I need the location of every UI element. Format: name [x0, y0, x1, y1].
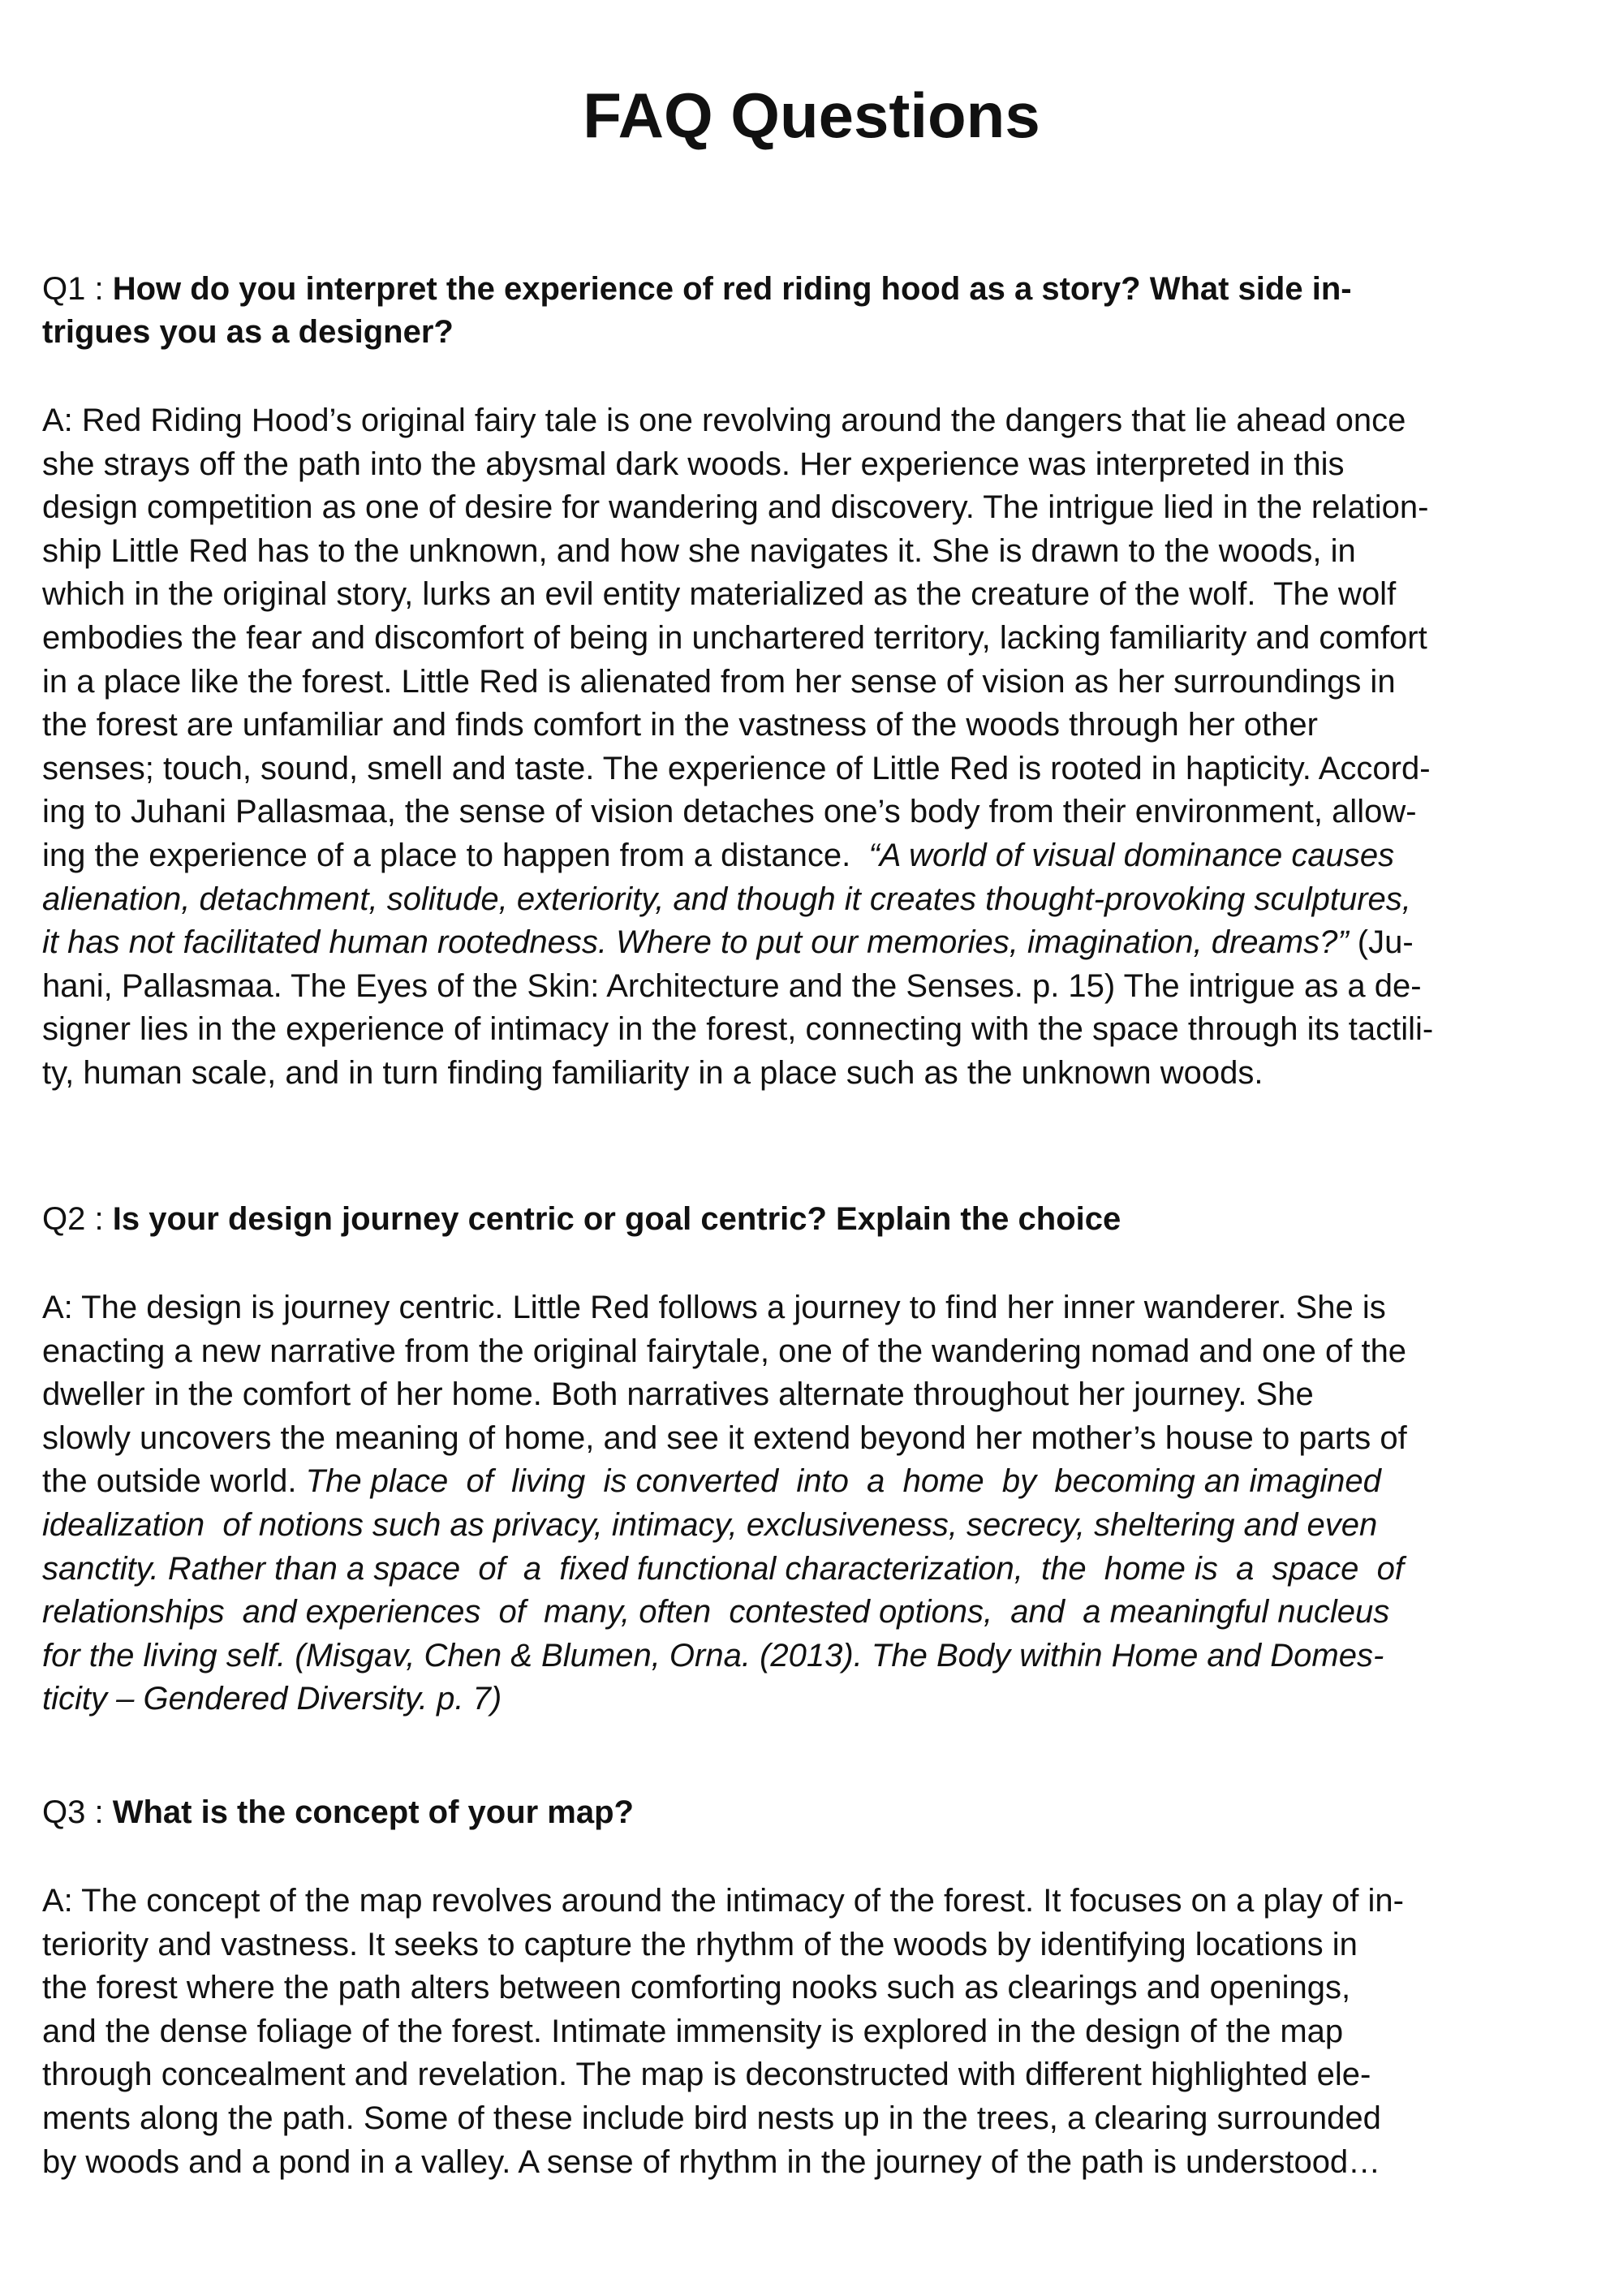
answer-line — [42, 617, 1584, 661]
answer-line — [42, 1678, 1584, 1721]
answer-text: ship Little Red has to the unknown, and how she navigates it. She is drawn to the woods, in — [42, 532, 1356, 569]
question-1-number: Q1 : — [42, 271, 104, 307]
answer-text: dweller in the comfort of her home. Both narratives alternate throughout her journey. She — [42, 1376, 1314, 1413]
answer-text: A: The design is journey centric. Little Red follows a journey to find her inner wanderer. She is — [42, 1290, 1386, 1325]
answer-text: ty, human scale, and in turn finding familiarity in a place such as the unknown woods. — [42, 1054, 1264, 1091]
answer-text: teriority and vastness. It seeks to capture the rhythm of the woods by identifying locations in — [42, 1926, 1358, 1962]
answer-text: hani, Pallasmaa. The Eyes of the Skin: Architecture and the Senses. p. 15) The intrigue as a de- — [42, 967, 1422, 1004]
answer-text: A: Red Riding Hood’s original fairy tale is one revolving around the dangers that lie ahead once — [42, 403, 1406, 438]
answer-line — [42, 790, 1584, 834]
answer-line — [42, 661, 1584, 704]
question-3-line-1 — [42, 1791, 1584, 1834]
answer-line — [42, 1591, 1584, 1635]
answer-line — [42, 1330, 1584, 1374]
answer-text: signer lies in the experience of intimacy in the forest, connecting with the space through its tactili- — [42, 1011, 1434, 1048]
question-1 — [42, 268, 1584, 354]
answer-line — [42, 2053, 1584, 2097]
answer-line — [42, 1052, 1584, 1096]
answer-line — [42, 1373, 1584, 1417]
question-2-number: Q2 : — [42, 1201, 104, 1237]
answer-1 — [42, 399, 1584, 1096]
answer-text: and the dense foliage of the forest. Intimate immensity is explored in the design of the map — [42, 2013, 1344, 2049]
answer-text: which in the original story, lurks an evil entity materialized as the creature of the wolf. The wolf — [42, 576, 1397, 613]
answer-text: senses; touch, sound, smell and taste. The experience of Little Red is rooted in hapticity. Accord- — [42, 750, 1431, 786]
answer-line — [42, 747, 1584, 791]
answer-line — [42, 486, 1584, 530]
answer-line — [42, 1417, 1584, 1461]
answer-line — [42, 573, 1584, 617]
quote-text: relationships and experiences of many, often contested options, and a meaningful nucleus — [42, 1594, 1390, 1630]
question-3-number: Q3 : — [42, 1794, 104, 1830]
quote-text: The place of living is converted into a home by becoming an imagined — [305, 1463, 1381, 1500]
answer-text: ments along the path. Some of these include bird nests up in the trees, a clearing surrounded — [42, 2100, 1381, 2136]
answer-text: ing the experience of a place to happen from a distance. — [42, 837, 869, 873]
answer-line — [42, 2097, 1584, 2141]
answer-line — [42, 1635, 1584, 1678]
answer-text: enacting a new narrative from the original fairytale, one of the wandering nomad and one of the — [42, 1333, 1407, 1369]
question-1-text-line-1: How do you interpret the experience of red riding hood as a story? What side in- — [112, 271, 1352, 307]
question-2 — [42, 1198, 1584, 1241]
quote-text: “A world of visual dominance causes — [868, 837, 1395, 873]
question-2-line-1 — [42, 1198, 1584, 1241]
answer-text: the outside world. — [42, 1463, 306, 1500]
answer-text: design competition as one of desire for wandering and discovery. The intrigue lied in the relation- — [42, 489, 1429, 526]
answer-line — [42, 1880, 1584, 1923]
quote-text: sanctity. Rather than a space of a fixed functional characterization, the home is a space of — [42, 1550, 1404, 1587]
answer-line — [42, 399, 1584, 443]
quote-text: it has not facilitated human rootedness. Where to put our memories, imagination, dreams?” — [42, 924, 1349, 961]
answer-text: through concealment and revelation. The map is deconstructed with different highlighted ele- — [42, 2057, 1371, 2093]
answer-2 — [42, 1286, 1584, 1721]
answer-text: by woods and a pond in a valley. A sense of rhythm in the journey of the path is understood… — [42, 2143, 1381, 2180]
answer-line — [42, 921, 1584, 965]
answer-3 — [42, 1880, 1584, 2184]
answer-line — [42, 2010, 1584, 2054]
answer-text: in a place like the forest. Little Red is alienated from her sense of vision as her surroundings in — [42, 663, 1396, 700]
answer-text: she strays off the path into the abysmal dark woods. Her experience was interpreted in this — [42, 446, 1345, 482]
answer-line — [42, 530, 1584, 574]
quote-text: ticity – Gendered Diversity. p. 7) — [42, 1681, 502, 1717]
question-2-text-line-1: Is your design journey centric or goal centric? Explain the choice — [112, 1201, 1121, 1237]
answer-text: ing to Juhani Pallasmaa, the sense of vision detaches one’s body from their environment, allow- — [42, 794, 1417, 830]
answer-text: the forest where the path alters between comforting nooks such as clearings and openings, — [42, 1970, 1351, 2006]
quote-text: for the living self. (Misgav, Chen & Blumen, Orna. (2013). The Body within Home and Domes- — [42, 1637, 1384, 1674]
answer-line — [42, 1548, 1584, 1592]
question-3-text-line-1: What is the concept of your map? — [112, 1794, 634, 1830]
answer-text: embodies the fear and discomfort of being in unchartered territory, lacking familiarity and comfort — [42, 619, 1427, 656]
answer-line — [42, 834, 1584, 878]
answer-line — [42, 878, 1584, 922]
answer-line — [42, 2141, 1584, 2185]
answer-text: A: The concept of the map revolves around the intimacy of the forest. It focuses on a play of in- — [42, 1883, 1404, 1919]
answer-line — [42, 965, 1584, 1009]
question-1-line-1 — [42, 268, 1584, 311]
quote-text: idealization of notions such as privacy, intimacy, exclusiveness, secrecy, sheltering and even — [42, 1506, 1378, 1543]
answer-line — [42, 704, 1584, 747]
answer-text: slowly uncovers the meaning of home, and see it extend beyond her mother’s house to parts of — [42, 1419, 1407, 1456]
question-3 — [42, 1791, 1584, 1834]
answer-line — [42, 1923, 1584, 1967]
answer-line — [42, 1286, 1584, 1330]
answer-line — [42, 443, 1584, 487]
page-title: FAQ Questions — [583, 80, 1040, 151]
answer-line — [42, 1966, 1584, 2010]
question-1-text-line-2: trigues you as a designer? — [42, 314, 454, 350]
answer-text: the forest are unfamiliar and finds comfort in the vastness of the woods through her other — [42, 707, 1318, 743]
answer-text: (Ju- — [1348, 924, 1414, 961]
answer-line — [42, 1008, 1584, 1052]
quote-text: alienation, detachment, solitude, exteriority, and though it creates thought-provoking sculptures, — [42, 881, 1411, 917]
answer-line — [42, 1460, 1584, 1504]
answer-line — [42, 1504, 1584, 1548]
